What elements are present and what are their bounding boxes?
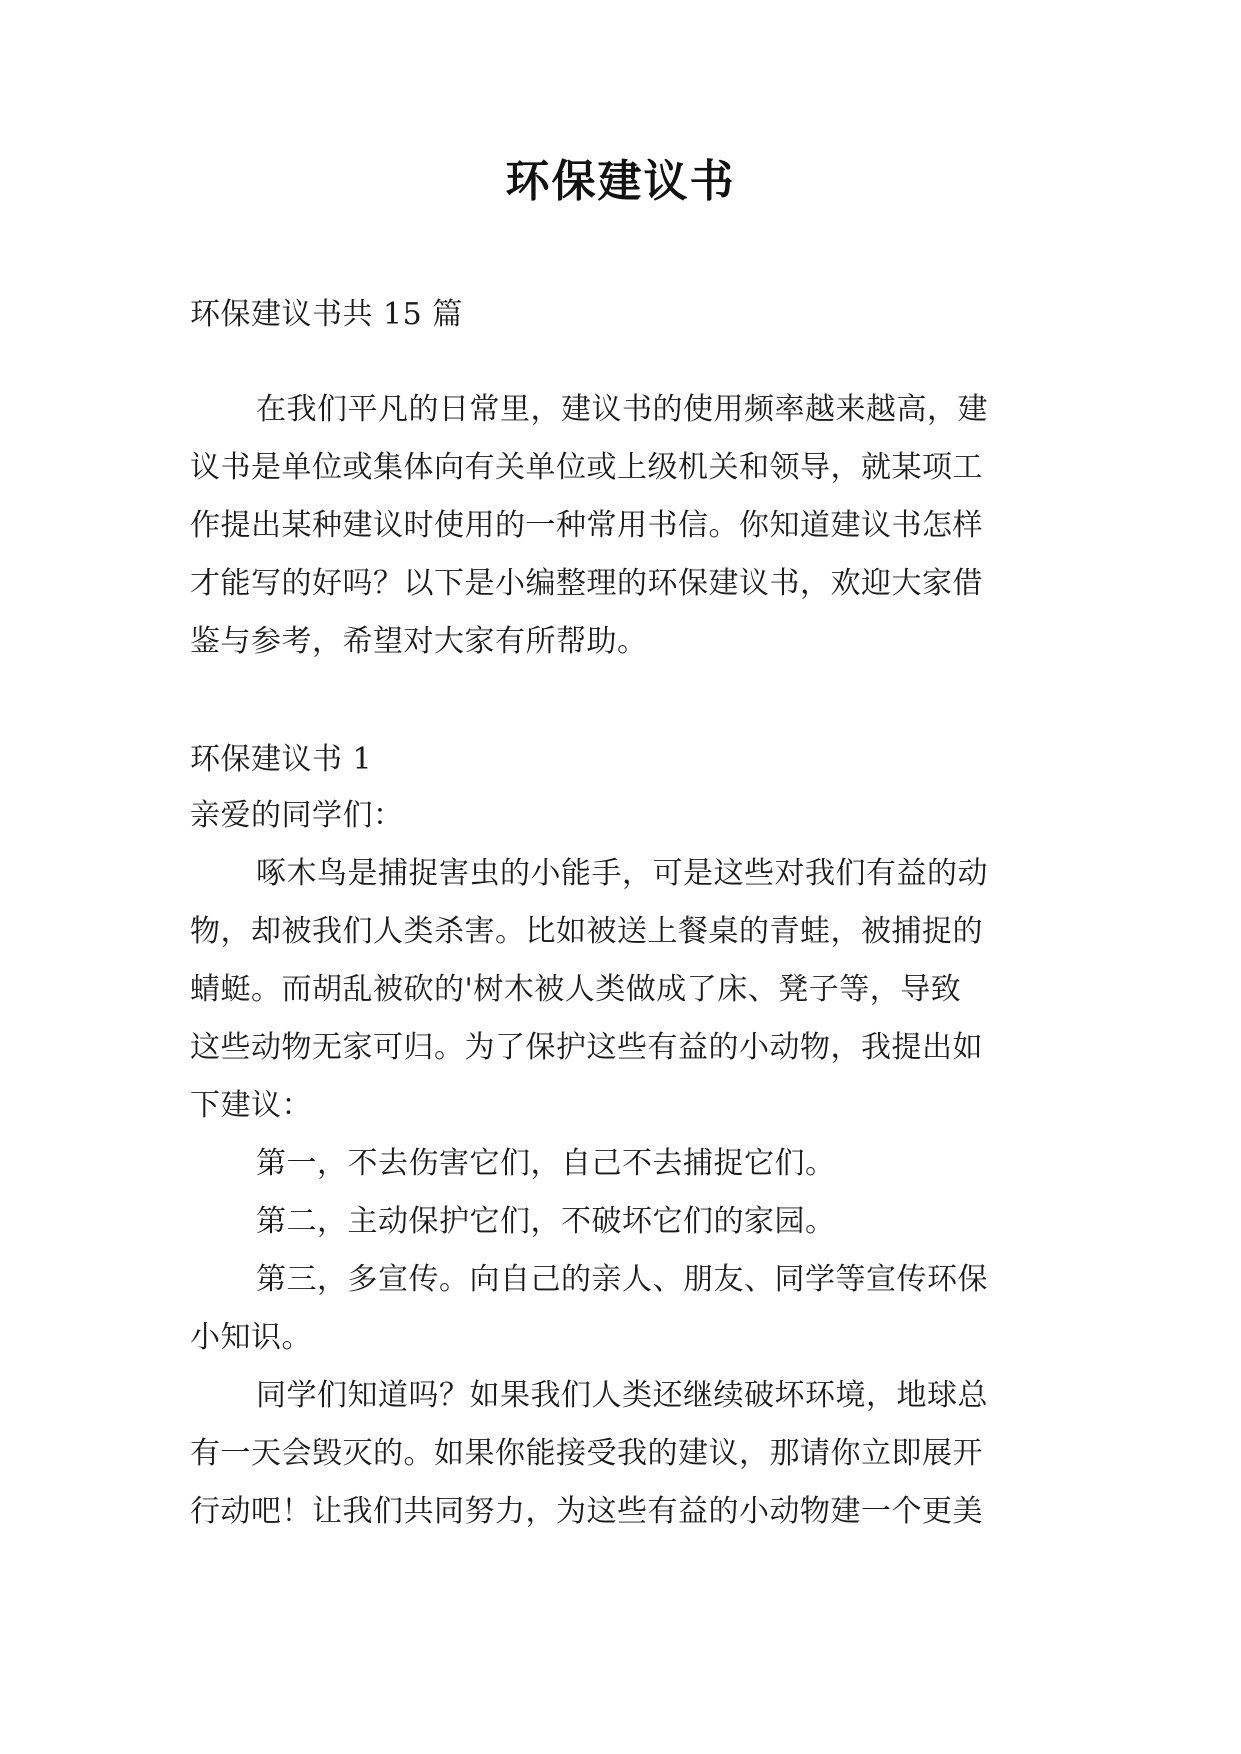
list-point-continuation: 小知识。	[190, 1320, 312, 1355]
document-title: 环保建议书	[505, 156, 736, 207]
paragraph-line: 蜻蜓。而胡乱被砍的'树木被人类做成了床、凳子等，导致	[190, 972, 962, 1007]
paragraph-line: 物，却被我们人类杀害。比如被送上餐桌的青蛙，被捕捉的	[190, 914, 983, 949]
paragraph-line: 有一天会毁灭的。如果你能接受我的建议，那请你立即展开	[190, 1436, 983, 1471]
intro-line: 才能写的好吗？以下是小编整理的环保建议书，欢迎大家借	[190, 566, 983, 601]
greeting: 亲爱的同学们：	[190, 798, 404, 833]
list-point: 第三，多宣传。向自己的亲人、朋友、同学等宣传环保	[256, 1262, 988, 1297]
intro-line: 作提出某种建议时使用的一种常用书信。你知道建议书怎样	[190, 508, 983, 543]
list-point: 第一，不去伤害它们，自己不去捕捉它们。	[256, 1146, 836, 1181]
paragraph-line: 下建议：	[190, 1088, 312, 1123]
document-subtitle: 环保建议书共 15 篇	[190, 297, 463, 332]
intro-line: 议书是单位或集体向有关单位或上级机关和领导，就某项工	[190, 450, 983, 485]
intro-line: 鉴与参考，希望对大家有所帮助。	[190, 624, 648, 659]
paragraph-line: 这些动物无家可归。为了保护这些有益的小动物，我提出如	[190, 1030, 983, 1065]
section-heading: 环保建议书 1	[190, 742, 373, 777]
paragraph-line: 同学们知道吗？如果我们人类还继续破坏环境，地球总	[256, 1378, 988, 1413]
list-point: 第二，主动保护它们，不破坏它们的家园。	[256, 1204, 836, 1239]
intro-line: 在我们平凡的日常里，建议书的使用频率越来越高，建	[256, 392, 988, 427]
paragraph-line: 行动吧！让我们共同努力，为这些有益的小动物建一个更美	[190, 1494, 983, 1529]
paragraph-line: 啄木鸟是捕捉害虫的小能手，可是这些对我们有益的动	[256, 856, 988, 891]
